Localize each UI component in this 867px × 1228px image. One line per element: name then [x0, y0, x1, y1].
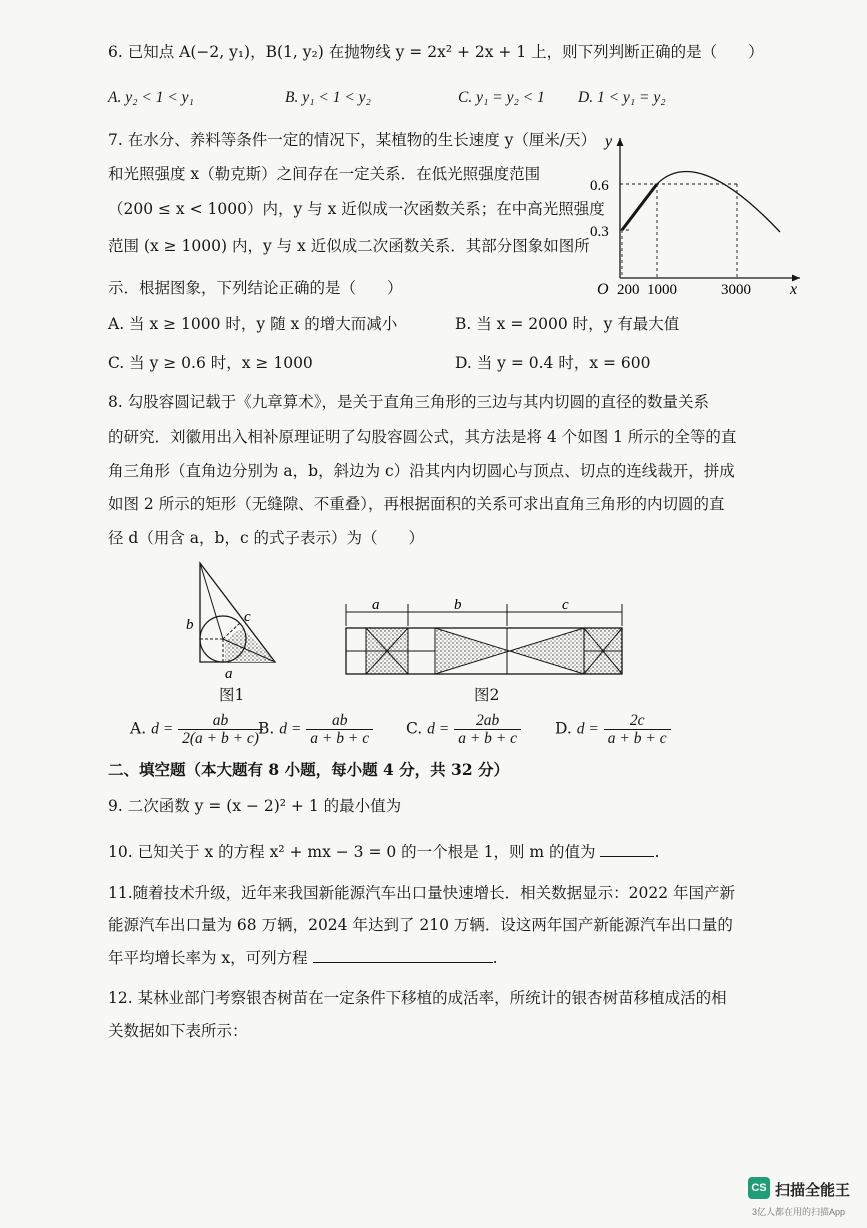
figure-1-triangle: [180, 555, 290, 680]
q7-line-5: 示．根据图象，下列结论正确的是（ ）: [108, 279, 403, 297]
shaded-region: [225, 628, 275, 662]
fig1-label-b: b: [186, 617, 194, 633]
scanner-app-name: 扫描全能王: [775, 1182, 851, 1199]
scanner-tagline: 3亿人都在用的扫描App: [752, 1207, 846, 1217]
figure-1-caption: 图1: [219, 686, 245, 704]
q11-line-3: 年平均增长率为 x，可列方程 .: [108, 949, 498, 967]
parabola-curve: [657, 172, 780, 233]
fig2-label-b: b: [454, 598, 462, 613]
q7-line-2: 和光照强度 x（勒克斯）之间存在一定关系．在低光照强度范围: [108, 165, 541, 183]
section-2-heading: 二、填空题（本大题有 8 小题，每小题 4 分，共 32 分）: [108, 760, 510, 779]
q6-option-c: C. y₁ = y₂ < 1: [458, 89, 545, 106]
q7-line-4: 范围 (x ≥ 1000) 内，y 与 x 近似成二次函数关系．其部分图象如图所: [108, 237, 590, 255]
q9-text: 9. 二次函数 y = (x − 2)² + 1 的最小值为: [108, 797, 402, 815]
q6-option-a: A. y₂ < 1 < y₁: [108, 89, 194, 106]
q8-option-c: C. d = $\frac{2ab}{a + b + c}$: [406, 712, 521, 747]
q8-option-b: B. d = $\frac{ab}{a + b + c}$: [258, 712, 373, 747]
fig2-label-a: a: [372, 598, 380, 613]
y-axis-label: y: [605, 133, 613, 150]
origin-label: O: [597, 281, 609, 298]
q8-option-a: A. d = $\frac{ab}{2(a + b + c)}$: [130, 712, 263, 747]
q11-line-2: 能源汽车出口量为 68 万辆，2024 年达到了 210 万辆．设这两年国产新能源汽车出口量的: [108, 916, 733, 934]
fig2-label-c: c: [562, 598, 569, 613]
q7-option-a: A. 当 x ≥ 1000 时，y 随 x 的增大而减小: [108, 315, 398, 333]
y-tick-0.3: 0.3: [590, 224, 609, 240]
linear-segment: [622, 184, 657, 230]
figure-2-rectangle: [340, 598, 630, 680]
q8-line-2: 的研究．刘徽用出入相补原理证明了勾股容圆公式，其方法是将 4 个如图 1 所示的全等的直: [108, 428, 737, 446]
q7-line-3: （200 ≤ x < 1000）内，y 与 x 近似成一次函数关系；在中高光照强度: [108, 200, 605, 218]
fig1-label-c: c: [244, 609, 251, 625]
q7-line-1: 7. 在水分、养料等条件一定的情况下，某植物的生长速度 y（厘米/天）: [108, 131, 597, 149]
q7-option-c: C. 当 y ≥ 0.6 时，x ≥ 1000: [108, 354, 313, 372]
q12-line-2: 关数据如下表所示：: [108, 1022, 248, 1040]
x-tick-200: 200: [617, 282, 640, 298]
x-axis-label: x: [790, 281, 798, 298]
x-tick-3000: 3000: [721, 282, 751, 298]
y-tick-0.6: 0.6: [590, 178, 609, 194]
q8-line-5: 径 d（用含 a，b，c 的式子表示）为（ ）: [108, 529, 425, 547]
q10-answer-blank[interactable]: [600, 856, 654, 857]
q8-line-3: 角三角形（直角边分别为 a，b，斜边为 c）沿其内内切圆心与顶点、切点的连线裁开，拼成: [108, 462, 735, 480]
x-tick-1000: 1000: [647, 282, 677, 298]
q11-line-1: 11.随着技术升级，近年来我国新能源汽车出口量快速增长．相关数据显示：2022 年国产新: [108, 884, 736, 902]
q10-text: 10. 已知关于 x 的方程 x² + mx − 3 = 0 的一个根是 1，则 m 的值为 .: [108, 843, 660, 861]
q7-option-b: B. 当 x = 2000 时，y 有最大值: [455, 315, 680, 333]
q11-answer-blank[interactable]: [313, 962, 493, 963]
q12-line-1: 12. 某林业部门考察银杏树苗在一定条件下移植的成活率，所统计的银杏树苗移植成活的相: [108, 989, 727, 1007]
y-axis-arrow: [617, 138, 624, 146]
q8-line-1: 8. 勾股容圆记载于《九章算术》，是关于直角三角形的三边与其内切圆的直径的数量关系: [108, 393, 709, 411]
q6-option-b: B. y₁ < 1 < y₂: [285, 89, 371, 106]
figure-2-caption: 图2: [474, 686, 500, 704]
q6-stem: 6. 已知点 A(−2, y₁)，B(1, y₂) 在抛物线 y = 2x² + 2x + 1 上，则下列判断正确的是（ ）: [108, 43, 764, 61]
shade-mid-c: [507, 628, 584, 674]
q6-option-d: D. 1 < y₁ = y₂: [578, 89, 666, 106]
scanner-logo-icon: CS: [748, 1177, 770, 1199]
shade-mid-b: [435, 628, 507, 674]
q8-option-d: D. d = $\frac{2c}{a + b + c}$: [555, 712, 671, 747]
q8-line-4: 如图 2 所示的矩形（无缝隙、不重叠），再根据面积的关系可求出直角三角形的内切圆的直: [108, 495, 725, 513]
fig1-label-a: a: [225, 666, 233, 680]
q7-function-graph: [585, 128, 810, 298]
q7-option-d: D. 当 y = 0.4 时，x = 600: [455, 354, 651, 372]
